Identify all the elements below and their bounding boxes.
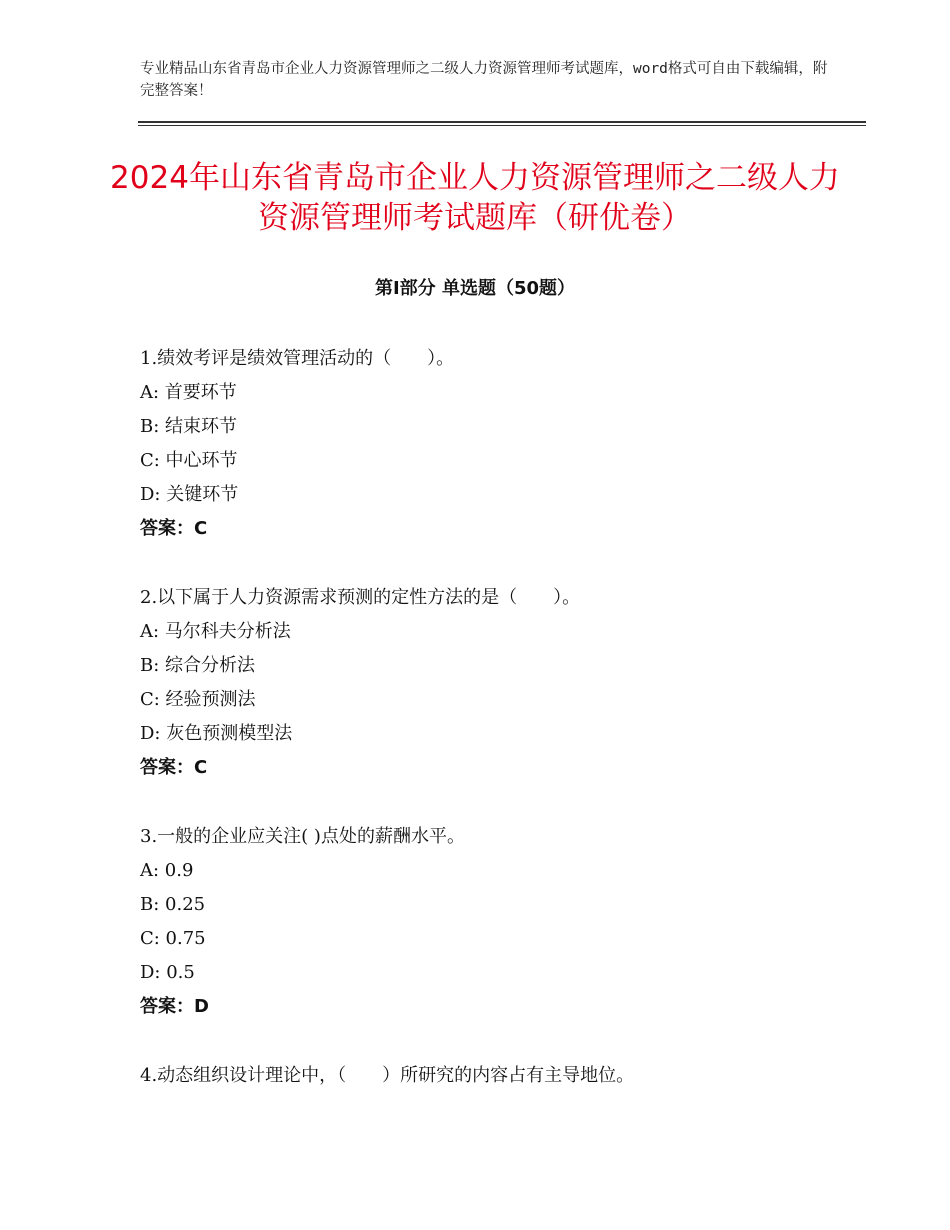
question-stem: 3.一般的企业应关注( )点处的薪酬水平。 bbox=[140, 826, 465, 847]
header-rule-thick bbox=[138, 121, 866, 123]
header-rule-thin bbox=[138, 125, 866, 126]
option-c: C: 中心环节 bbox=[140, 450, 238, 471]
option-a: A: 首要环节 bbox=[140, 382, 237, 403]
question-stem: 1.绩效考评是绩效管理活动的（ ）。 bbox=[140, 348, 455, 369]
header-note: 专业精品山东省青岛市企业人力资源管理师之二级人力资源管理师考试题库，word格式可自由下载编辑，附完整答案！ bbox=[140, 61, 828, 99]
answer: 答案：D bbox=[140, 996, 209, 1017]
option-c: C: 0.75 bbox=[140, 928, 206, 949]
question-3 bbox=[140, 820, 900, 1024]
answer: 答案：C bbox=[140, 518, 208, 539]
option-a: A: 马尔科夫分析法 bbox=[140, 621, 291, 642]
question-stem: 4.动态组织设计理论中，（ ）所研究的内容占有主导地位。 bbox=[140, 1065, 635, 1086]
answer: 答案：C bbox=[140, 757, 208, 778]
option-d: D: 0.5 bbox=[140, 962, 195, 983]
question-4 bbox=[140, 1059, 900, 1093]
option-b: B: 0.25 bbox=[140, 894, 206, 915]
question-stem: 2.以下属于人力资源需求预测的定性方法的是（ ）。 bbox=[140, 587, 581, 608]
option-c: C: 经验预测法 bbox=[140, 689, 256, 710]
option-d: D: 灰色预测模型法 bbox=[140, 723, 293, 744]
option-b: B: 结束环节 bbox=[140, 416, 238, 437]
question-1 bbox=[140, 342, 900, 546]
section-title: 第Ⅰ部分 单选题（50题） bbox=[374, 278, 575, 299]
option-b: B: 综合分析法 bbox=[140, 655, 256, 676]
question-2 bbox=[140, 581, 900, 785]
option-a: A: 0.9 bbox=[140, 860, 194, 881]
option-d: D: 关键环节 bbox=[140, 484, 239, 505]
document-title: 2024年山东省青岛市企业人力资源管理师之二级人力资源管理师考试题库（研优卷） bbox=[110, 160, 840, 236]
